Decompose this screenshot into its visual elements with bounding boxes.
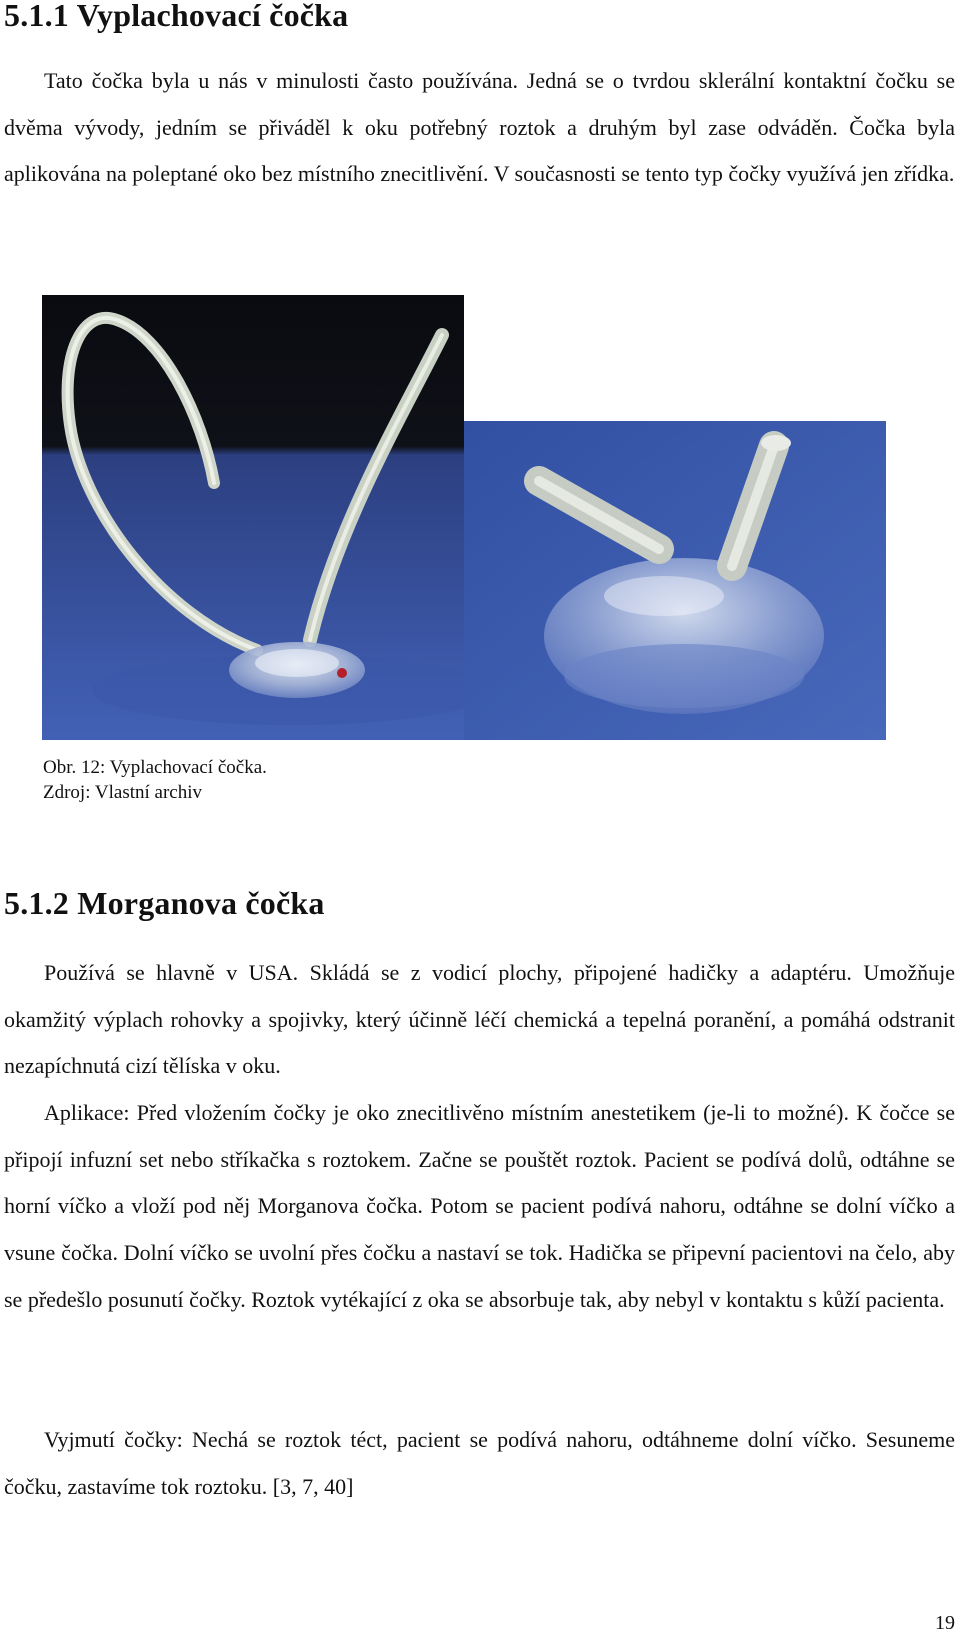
- figure-caption: Obr. 12: Vyplachovací čočka.: [43, 757, 267, 778]
- paragraph-morganova-vyjmuti: Vyjmutí čočky: Nechá se roztok téct, pacient se podívá nahoru, odtáhneme dolní víčko. Sesuneme čočku, zastavíme tok roztoku. [3, 7, 40]: [4, 1427, 955, 1499]
- figure-vyplachovaci-cocka: [42, 295, 886, 740]
- paragraph-morganova-aplikace: Aplikace: Před vložením čočky je oko znecitlivěno místním anestetikem (je-li to možné). K čočce se připojí infuzní set nebo stříkačka s roztokem. Začne se pouštět roztok. Pacient se podívá dolů, odtáhne se horní víčko a vloží pod něj Morganova čočka. Potom se pacient podívá nahoru, odtáhne se dolní víčko a vsune čočka. Dolní víčko se uvolní přes čočku a nastaví se tok. Hadička se připevní pacientovi na čelo, aby se předešlo posunutí čočky. Roztok vytékající z oka se absorbuje tak, aby nebyl v kontaktu s kůží pacienta.: [4, 1100, 955, 1312]
- paragraph-vyplachovaci: Tato čočka byla u nás v minulosti často používána. Jedná se o tvrdou sklerální kontaktní čočku se dvěma vývody, jedním se přiváděl k oku potřebný roztok a druhým byl zase odváděn. Čočka byla aplikována na poleptané oko bez místního znecitlivění. V současnosti se tento typ čočky využívá jen zřídka.: [4, 68, 955, 187]
- figure-source: Zdroj: Vlastní archiv: [43, 782, 203, 803]
- section-heading-vyplachovaci: 5.1.1 Vyplachovací čočka: [4, 0, 349, 33]
- photo-lens-short-tubes: [464, 421, 886, 740]
- paragraph-morganova-intro: Používá se hlavně v USA. Skládá se z vodicí plochy, připojené hadičky a adaptéru. Umožňuje okamžitý výplach rohovky a spojivky, který účinně léčí chemická a tepelná poranění, a pomáhá odstranit nezapíchnutá cizí tělíska v oku.: [4, 960, 955, 1079]
- page-number: 19: [935, 1612, 955, 1634]
- photo-lens-long-tubes: [42, 295, 464, 740]
- section-heading-morganova: 5.1.2 Morganova čočka: [4, 885, 325, 921]
